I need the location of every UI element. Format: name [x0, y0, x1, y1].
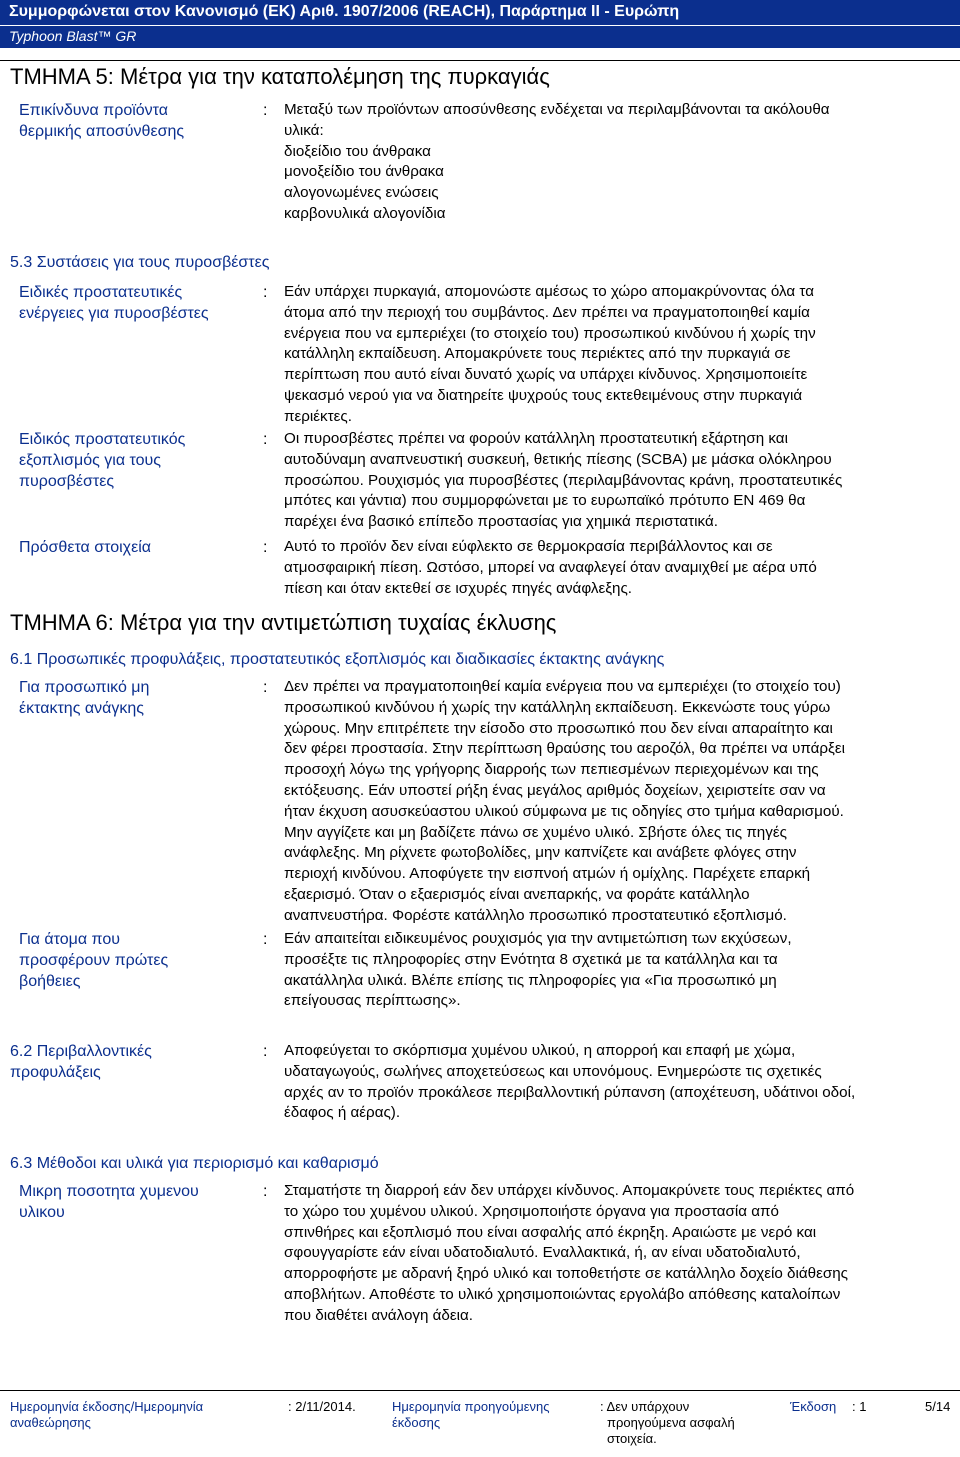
regulation-text: Συμμορφώνεται στον Κανονισμό (ΕΚ) Αριθ. 1907/2006 (REACH), Παράρτημα II - Ευρώπη: [9, 3, 680, 20]
additional-info-label: Πρόσθετα στοιχεία: [19, 539, 152, 556]
hazardous-products-label: Επικίνδυνα προϊόντα θερμικής αποσύνθεσης: [19, 102, 185, 140]
issue-date-label: Ημερομηνία έκδοσης/Ημερομηνία αναθεώρησης: [10, 1399, 204, 1430]
special-actions-text: Εάν υπάρχει πυρκαγιά, απομονώστε αμέσως το χώρο απομακρύνοντας όλα τα άτομα από την περιοχή του συμβάντος. Δεν πρέπει να πραγματοποιηθεί καμία ενέργεια που να εμπεριέχει (το στοιχείο του) προσωπικού κινδύνου ή χωρίς την κατάλληλη εκπαίδευση. Απομακρύνετε τους περιέκτες από την πυρκαγιά σε περίπτωση που αυτό είναι δυνατό χωρίς να υπάρχει κίνδυνος. Χρησιμοποιείτε ψεκασμό νερού για να διατηρείτε ψυχρούς τους εκτεθειμένους στην πυρκαγιά περιέκτες.: [284, 283, 816, 425]
non-emergency-label: Για προσωπικό μη έκτακτης ανάγκης: [19, 679, 150, 717]
subsection-5-3-title: 5.3 Συστάσεις για τους πυροσβέστες: [10, 254, 270, 271]
section6-title: ΤΜΗΜΑ 6: Μέτρα για την αντιμετώπιση τυχαίας έκλυσης: [10, 610, 557, 635]
product-name: Typhoon Blast™ GR: [9, 28, 137, 44]
colon: :: [263, 679, 268, 696]
additional-info-text: Αυτό το προϊόν δεν είναι εύφλεκτο σε θερμοκρασία περιβάλλοντος και σε ατμοσφαιρική πίεση. Ωστόσο, μπορεί να αναφλεγεί όταν αναμιχθεί με αέρα υπό πίεση και όταν εκτεθεί σε ισχυρές πηγές ανάφλεξης.: [284, 538, 817, 597]
emergency-responders-label: Για άτομα που προσφέρουν πρώτες βοήθειες: [19, 931, 169, 990]
emergency-responders-text: Εάν απαιτείται ειδικευμένος ρουχισμός για την αντιμετώπιση των εκχύσεων, προσέξτε τις πληροφορίες στην Ενότητα 8 σχετικά με τα κατάλληλα και τα ακατάλληλα υλικά. Βλέπε επίσης τις πληροφορίες για «Για προσωπικό μη επείγουσας περίπτωσης».: [284, 930, 792, 1010]
small-spill-text: Σταματήστε τη διαρροή εάν δεν υπάρχει κίνδυνος. Απομακρύνετε τους περιέκτες από το χώρο του χυμένου υλικού. Χρησιμοποιήστε όργανα για προστασία από σπινθήρες και εξοπλισμό που είναι ασφαλής από έκρηξη. Αραιώστε με νερό και σφουγγαρίστε εάν είναι υδατοδιαλυτό. Εναλλακτικά, ή, αν είναι υδατοδιαλυτό, απορροφήστε με αδρανή ξηρό υλικό και τοποθετήστε σε κατάλληλο δοχείο διάθεσης αποβλήτων. Αποθέστε το υλικό χρησιμοποιώντας εργολάβο απόθεσης καταλοίπων που διαθέτει ανάλογη άδεια.: [284, 1182, 855, 1324]
environmental-precautions-text: Αποφεύγεται το σκόρπισμα χυμένου υλικού, η απορροή και επαφή με χώμα, υδαταγωγούς, σωλήνες αποχετεύσεως και υπονόμους. Ενημερώστε τις σχετικές αρχές αν το προϊόν προκάλεσε περιβαλλοντική ρύπανση (αποχέτευση, υδάτινοι οδοί, έδαφος ή αέρας).: [284, 1042, 856, 1122]
version-label: Έκδοση: [790, 1399, 837, 1414]
small-spill-label: Μικρη ποσοτητα χυμενου υλικου: [19, 1183, 199, 1221]
colon: :: [263, 1043, 268, 1060]
colon: :: [263, 539, 268, 556]
colon: :: [263, 284, 268, 301]
non-emergency-text: Δεν πρέπει να πραγματοποιηθεί καμία ενέργεια που να εμπεριέχει (το στοιχείο του) προσωπικού κινδύνου ή χωρίς την κατάλληλη εκπαίδευση. Εκκενώστε τους γύρω χώρους. Μην επιτρέπετε την είσοδο στο προσωπικό που δεν είναι απαραίτητο και δεν φέρει προστασία. Στην περίπτωση θραύσης του αεροζόλ, θα πρέπει να υπάρξει προσοχή λόγω της γρήγορης διαρροής των πεπιεσμένων περιεχομένων και της εκτόξευσης. Εάν υποστεί ρήξη ένας μεγάλος αριθμός δοχείων, χειριστείτε σαν να ήταν έκχυση ασυσκεύαστου υλικού σύμφωνα με τις οδηγίες στο τμήμα καθαρισμού. Μην αγγίζετε και μη βαδίζετε πάνω σε χυμένο υλικό. Σβήστε όλες τις πηγές ανάφλεξης. Μη ρίχνετε φωτοβολίδες, μην καπνίζετε και ανάβετε φλόγες στην περιοχή κινδύνου. Αποφύγετε την εισπνοή ατμών ή ομίχλης. Παρέχετε επαρκή εξαερισμό. Όταν ο εξαερισμός είναι ανεπαρκής, να φοράτε κατάλληλο αναπνευστήρα. Φορέστε κατάλληλο προσωπικό προστατευτικό εξοπλισμό.: [284, 678, 845, 924]
divider: [0, 60, 960, 61]
previous-date-value: : Δεν υπάρχουν προηγούμενα ασφαλή στοιχεία.: [600, 1399, 735, 1446]
colon: :: [263, 1183, 268, 1200]
colon: :: [263, 931, 268, 948]
hazardous-products-text: Μεταξύ των προϊόντων αποσύνθεσης ενδέχεται να περιλαμβάνονται τα ακόλουθα υλικά: διοξείδιο του άνθρακα μονοξείδιο του άνθρακα αλογονωμένες ενώσεις καρβονυλικά αλογονίδια: [284, 101, 830, 222]
page-number: 5/14: [925, 1399, 951, 1414]
subsection-6-3-title: 6.3 Μέθοδοι και υλικά για περιορισμό και καθαρισμό: [10, 1155, 379, 1172]
subsection-6-1-title: 6.1 Προσωπικές προφυλάξεις, προστατευτικός εξοπλισμός και διαδικασίες έκτακτης ανάγκης: [10, 651, 665, 668]
environmental-precautions-label: 6.2 Περιβαλλοντικές προφυλάξεις: [10, 1043, 152, 1081]
special-equipment-label: Ειδικός προστατευτικός εξοπλισμός για τους πυροσβέστες: [19, 431, 186, 490]
product-banner: [0, 25, 960, 48]
regulation-banner: [0, 0, 960, 25]
special-actions-label: Ειδικές προστατευτικές ενέργειες για πυροσβέστες: [19, 284, 209, 322]
page-footer: [0, 1390, 960, 1457]
section5-title: ΤΜΗΜΑ 5: Μέτρα για την καταπολέμηση της πυρκαγιάς: [10, 64, 550, 89]
colon: :: [263, 102, 268, 119]
version-value: : 1: [852, 1399, 867, 1414]
colon: :: [263, 431, 268, 448]
special-equipment-text: Οι πυροσβέστες πρέπει να φορούν κατάλληλη προστατευτική εξάρτηση και αυτοδύναμη αναπνευστική συσκευή, θετικής πίεσης (SCBA) με μάσκα ολόκληρου προσώπου. Ρουχισμός για πυροσβέστες (περιλαμβάνοντας κράνη, προστατευτικές μπότες και γάντια) που συμμορφώνεται με το ευρωπαϊκό πρότυπο EN 469 θα παρέχει ένα βασικό επίπεδο προστασίας για χημικά περιστατικά.: [284, 430, 843, 531]
previous-date-label: Ημερομηνία προηγούμενης έκδοσης: [392, 1399, 550, 1430]
issue-date-value: : 2/11/2014.: [288, 1399, 356, 1414]
